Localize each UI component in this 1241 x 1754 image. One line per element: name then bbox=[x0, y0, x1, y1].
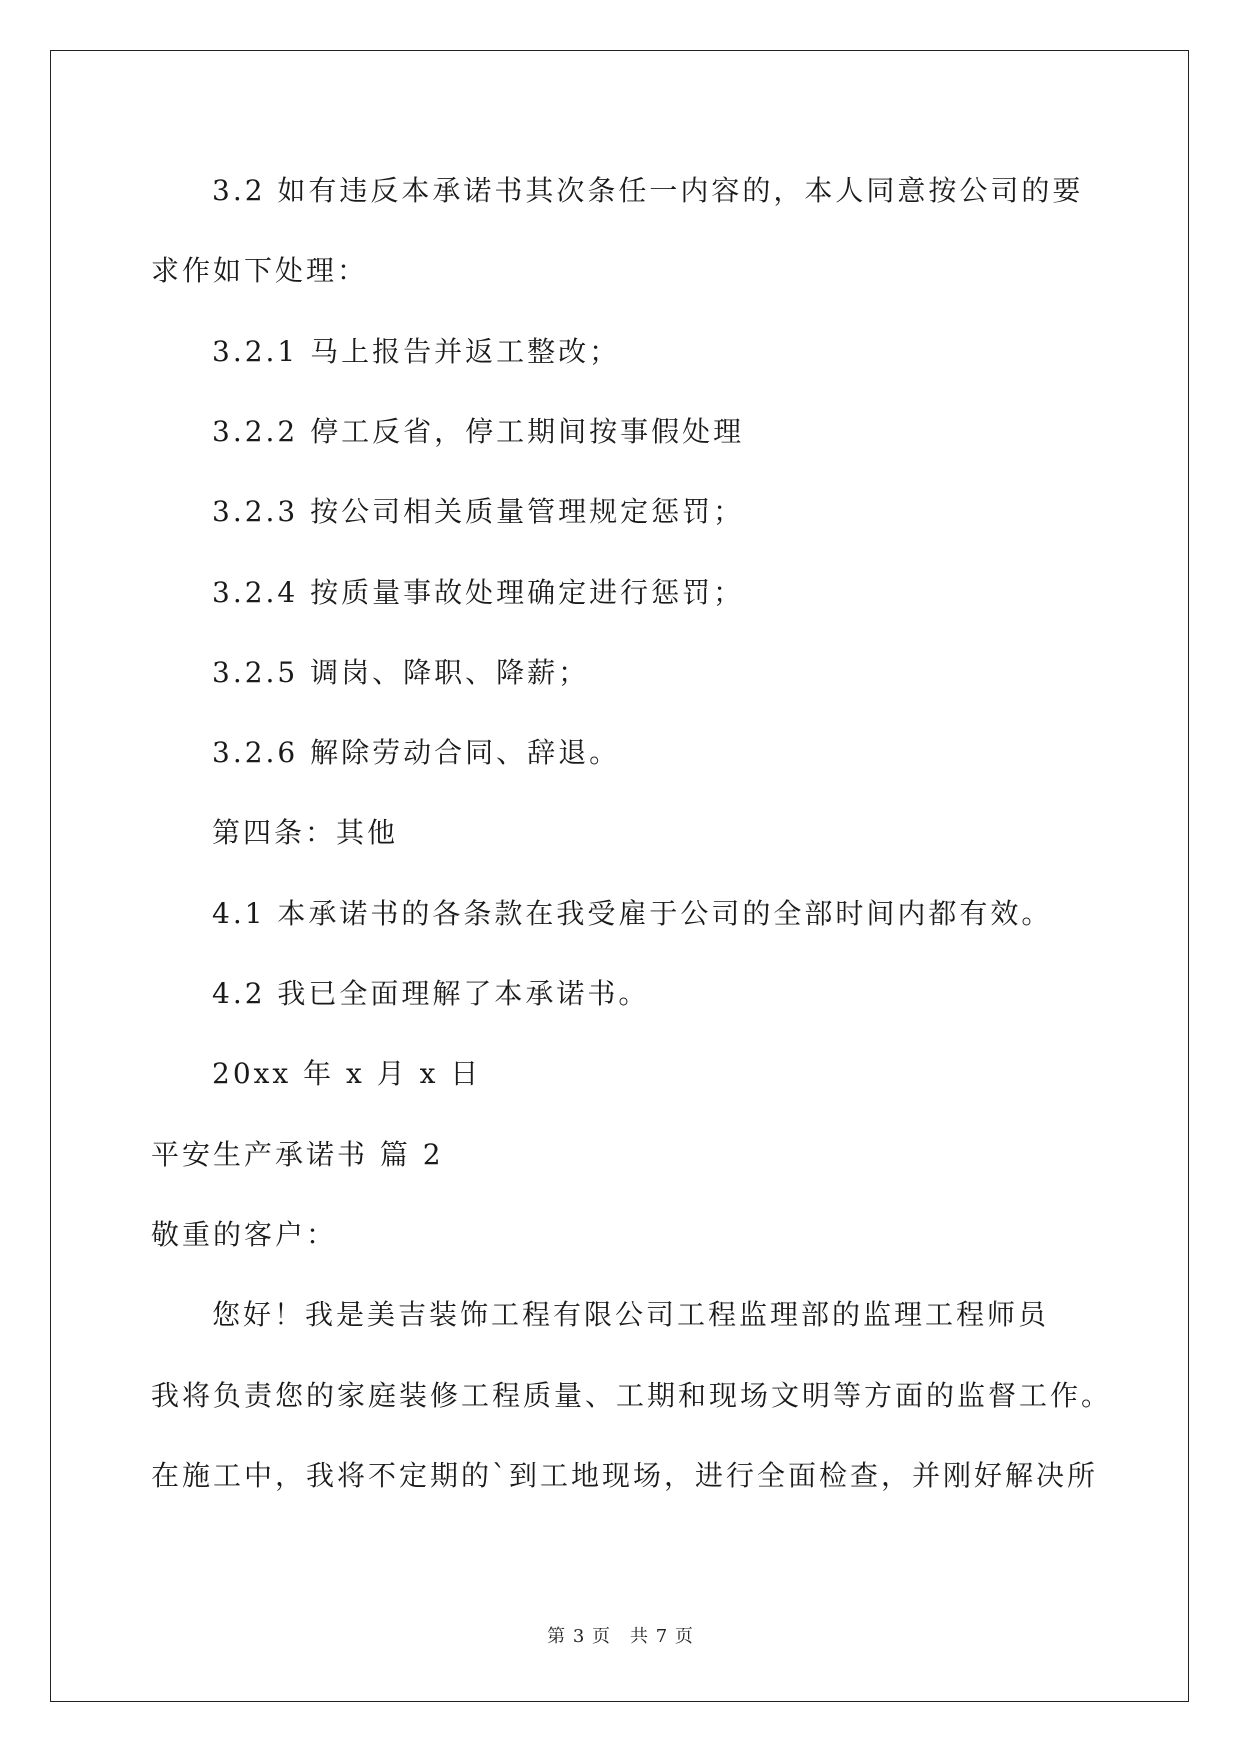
paragraph-line: 3.2.6 解除劳动合同、辞退。 bbox=[212, 736, 621, 769]
paragraph-line: 3.2.1 马上报告并返工整改； bbox=[212, 335, 621, 368]
paragraph-line: 我将负责您的家庭装修工程质量、工期和现场文明等方面的监督工作。 bbox=[151, 1379, 1113, 1412]
paragraph-line: 3.2.4 按质量事故处理确定进行惩罚； bbox=[212, 576, 745, 609]
paragraph-line: 4.2 我已全面理解了本承诺书。 bbox=[212, 977, 650, 1010]
paragraph-line: 您好！我是美吉装饰工程有限公司工程监理部的监理工程师员 bbox=[212, 1298, 1050, 1331]
paragraph-line: 4.1 本承诺书的各条款在我受雇于公司的全部时间内都有效。 bbox=[212, 897, 1053, 930]
paragraph-line: 3.2.5 调岗、降职、降薪； bbox=[212, 656, 590, 689]
paragraph-line: 3.2.2 停工反省，停工期间按事假处理 bbox=[212, 415, 745, 448]
paragraph-line: 在施工中，我将不定期的`到工地现场，进行全面检查，并刚好解决所 bbox=[151, 1459, 1099, 1492]
document-title: 平安生产承诺书 篇 2 bbox=[151, 1138, 444, 1171]
paragraph-line: 3.2.3 按公司相关质量管理规定惩罚； bbox=[212, 495, 745, 528]
page-border bbox=[50, 50, 1189, 1702]
paragraph-line: 求作如下处理： bbox=[151, 254, 369, 287]
page-number-footer: 第 3 页 共 7 页 bbox=[547, 1626, 694, 1647]
salutation: 敬重的客户： bbox=[151, 1218, 338, 1251]
date-line: 20xx 年 x 月 x 日 bbox=[212, 1057, 482, 1090]
section-heading: 第四条：其他 bbox=[212, 816, 399, 849]
paragraph-line: 3.2 如有违反本承诺书其次条任一内容的，本人同意按公司的要 bbox=[212, 174, 1084, 207]
